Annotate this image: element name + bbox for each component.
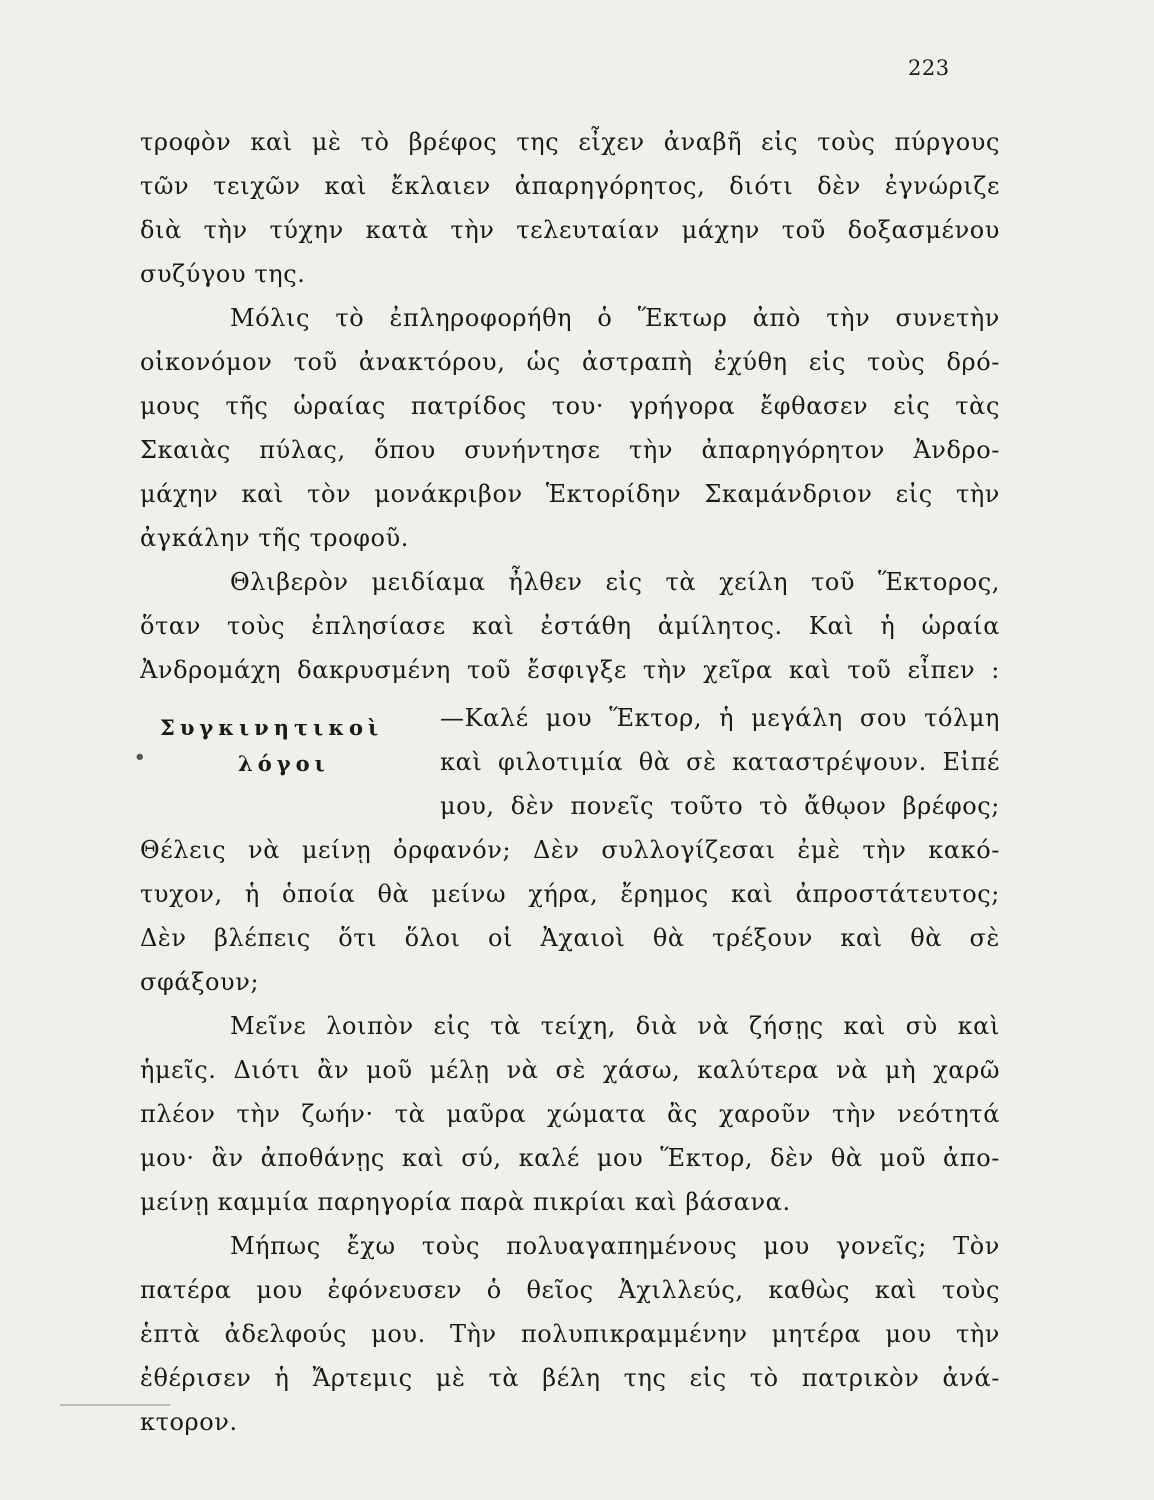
text-line: ἡμεῖς. Διότι ἂν μοῦ μέλῃ νὰ σὲ χάσω, καλύτερα νὰ μὴ χαρῶ (140, 1056, 1000, 1084)
text-line: πλέον τὴν ζωήν· τὰ μαῦρα χώματα ἂς χαροῦν τὴν νεότητά (140, 1100, 1000, 1128)
text-line: τῶν τειχῶν καὶ ἔκλαιεν ἀπαρηγόρητος, διότι δὲν ἐγνώριζε (140, 172, 1000, 200)
text-line: διὰ τὴν τύχην κατὰ τὴν τελευταίαν μάχην τοῦ δοξασμένου (140, 216, 1000, 244)
text-line: ἐθέρισεν ἡ Ἄρτεμις μὲ τὰ βέλη της εἰς τὸ πατρικὸν ἀνά- (140, 1364, 1000, 1392)
text-line: —Καλέ μου Ἕκτορ, ἡ μεγάλη σου τόλμη (440, 704, 1000, 732)
text-line: συζύγου της. (140, 260, 306, 288)
text-line: μείνῃ καμμία παρηγορία παρὰ πικρίαι καὶ βάσανα. (140, 1188, 791, 1216)
text-line: μους τῆς ὡραίας πατρίδος του· γρήγορα ἔφθασεν εἰς τὰς (140, 392, 1000, 420)
text-line: ὅταν τοὺς ἐπλησίασε καὶ ἐστάθη ἀμίλητος. Καὶ ἡ ὡραία (140, 612, 1000, 640)
text-line: Θέλεις νὰ μείνῃ ὀρφανόν; Δὲν συλλογίζεσαι ἐμὲ τὴν κακό- (140, 836, 1000, 864)
page-number: 223 (908, 56, 950, 80)
page-rule (60, 1404, 170, 1406)
text-line: Μόλις τὸ ἐπληροφορήθη ὁ Ἕκτωρ ἀπὸ τὴν συνετὴν (230, 304, 1000, 332)
page-body (134, 120, 1000, 1444)
text-line: Δὲν βλέπεις ὅτι ὅλοι οἱ Ἀχαιοὶ θὰ τρέξουν καὶ θὰ σὲ (140, 924, 1000, 952)
text-line: ἑπτὰ ἀδελφούς μου. Τὴν πολυπικραμμένην μητέρα μου τὴν (140, 1320, 1000, 1348)
text-line: Θλιβερὸν μειδίαμα ἦλθεν εἰς τὰ χείλη τοῦ Ἕκτορος, (230, 568, 1000, 596)
text-line: κτορον. (140, 1408, 238, 1436)
margin-note-line: Συγκινητικοὶ (160, 715, 384, 740)
text-line: οἰκονόμον τοῦ ἀνακτόρου, ὡς ἀστραπὴ ἐχύθη εἰς τοὺς δρό- (140, 348, 1000, 376)
text-line: πατέρα μου ἐφόνευσεν ὁ θεῖος Ἀχιλλεύς, καθὼς καὶ τοὺς (140, 1276, 1000, 1304)
bullet-mark: • (134, 747, 151, 768)
margin-note-line: λόγοι (238, 751, 330, 776)
side-text (440, 696, 1000, 828)
text-line: Μήπως ἔχω τοὺς πολυαγαπημένους μου γονεῖς; Τὸν (230, 1232, 1000, 1260)
text-line: σφάξουν; (140, 968, 260, 996)
text-line: Μεῖνε λοιπὸν εἰς τὰ τείχη, διὰ νὰ ζήσῃς καὶ σὺ καὶ (230, 1012, 1000, 1040)
margin-note (134, 710, 430, 782)
text-line: ἀγκάλην τῆς τροφοῦ. (140, 524, 410, 552)
text-line: Σκαιὰς πύλας, ὅπου συνήντησε τὴν ἀπαρηγόρητον Ἀνδρο- (140, 436, 1000, 464)
text-line: καὶ φιλοτιμία θὰ σὲ καταστρέψουν. Εἰπέ (440, 748, 1000, 776)
text-line: μου· ἂν ἀποθάνῃς καὶ σύ, καλέ μου Ἕκτορ, δὲν θὰ μοῦ ἀπο- (140, 1144, 1000, 1172)
text-line: Ἀνδρομάχη δακρυσμένη τοῦ ἔσφιγξε τὴν χεῖρα καὶ τοῦ εἶπεν : (140, 656, 1000, 684)
text-line: μου, δὲν πονεῖς τοῦτο τὸ ἄθῳον βρέφος; (440, 792, 1000, 820)
text-line: μάχην καὶ τὸν μονάκριβον Ἑκτορίδην Σκαμάνδριον εἰς τὴν (140, 480, 1000, 508)
margin-note-block (134, 696, 1000, 828)
text-line: τυχον, ἡ ὁποία θὰ μείνω χήρα, ἔρημος καὶ ἀπροστάτευτος; (140, 880, 1000, 908)
text-line: τροφὸν καὶ μὲ τὸ βρέφος της εἶχεν ἀναβῆ εἰς τοὺς πύργους (140, 128, 1000, 156)
